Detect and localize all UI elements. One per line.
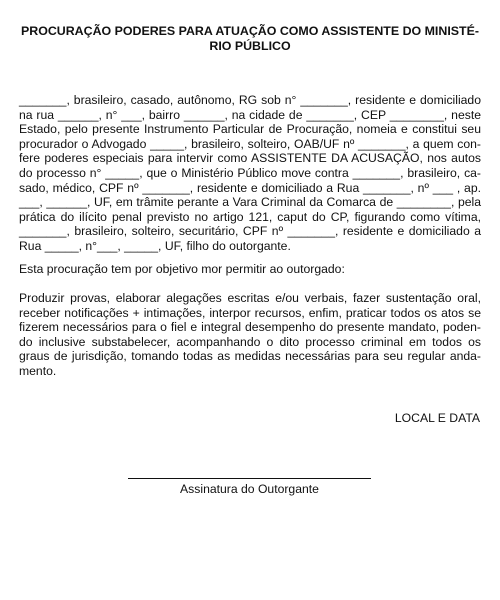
paragraph-line: _______, brasileiro, casado, autônomo, RG sob n° _______, residente e domiciliado	[19, 93, 481, 107]
paragraph-line: procurador o Advogado _____, brasileiro, solteiro, OAB/UF nº _______, a quem con-	[19, 136, 481, 151]
paragraph-line: mento.	[19, 363, 57, 378]
paragraph-line: sado, médico, CPF nº _______, residente e domiciliado a Rua _______, nº ___ , ap.	[19, 180, 481, 195]
paragraph-line: Estado, pelo presente Instrumento Particular de Procuração, nomeia e constitui seu	[19, 122, 481, 137]
paragraph-line: ___, ______, UF, em trâmite perante a Vara Criminal da Comarca de ________, pela	[19, 195, 481, 210]
place-and-date: LOCAL E DATA	[394, 411, 480, 425]
paragraph-line: receber notificações + intimações, interpor recursos, enfim, praticar todos os atos se	[19, 305, 481, 320]
signature-caption: Assinatura do Outorgante	[180, 482, 319, 496]
power-of-attorney-paragraph	[19, 93, 481, 254]
paragraph-line: fizerem necessários para o fiel e integral desempenho do presente mandato, poden-	[19, 320, 481, 335]
document-title	[20, 24, 480, 54]
paragraph-line: prática do ilícito penal previsto no artigo 121, caput do CP, figurando como vítima,	[19, 209, 481, 224]
title-line: PROCURAÇÃO PODERES PARA ATUAÇÃO COMO ASSISTENTE DO MINISTÉ-	[20, 24, 479, 38]
paragraph-line: fere poderes especiais para intervir como ASSISTENTE DA ACUSAÇÃO, nos autos	[19, 151, 481, 166]
paragraph-line: na rua ______, n° ___, bairro ______, na cidade de _______, CEP ________, neste	[19, 107, 481, 122]
powers-paragraph	[19, 291, 481, 379]
title-line: RIO PÚBLICO	[209, 39, 291, 53]
paragraph-line: do inclusive substabelecer, acompanhando o dito processo criminal em todos os	[19, 334, 481, 349]
purpose-paragraph	[19, 262, 481, 277]
signature-line	[128, 478, 371, 479]
paragraph-line: do processo n° _____, que o Ministério Público move contra _______, brasileiro, ca-	[19, 165, 481, 180]
paragraph-line: Rua _____, n°___, _____, UF, filho do outorgante.	[19, 238, 291, 253]
paragraph-line: _______, brasileiro, solteiro, securitário, CPF nº _______, residente e domiciliado a	[19, 224, 481, 239]
paragraph-line: graus de jurisdição, tomando todas as medidas necessárias para seu regular anda-	[19, 349, 481, 364]
paragraph-line: Produzir provas, elaborar alegações escritas e/ou verbais, fazer sustentação oral,	[19, 291, 481, 305]
paragraph-line: Esta procuração tem por objetivo mor permitir ao outorgado:	[19, 262, 345, 276]
